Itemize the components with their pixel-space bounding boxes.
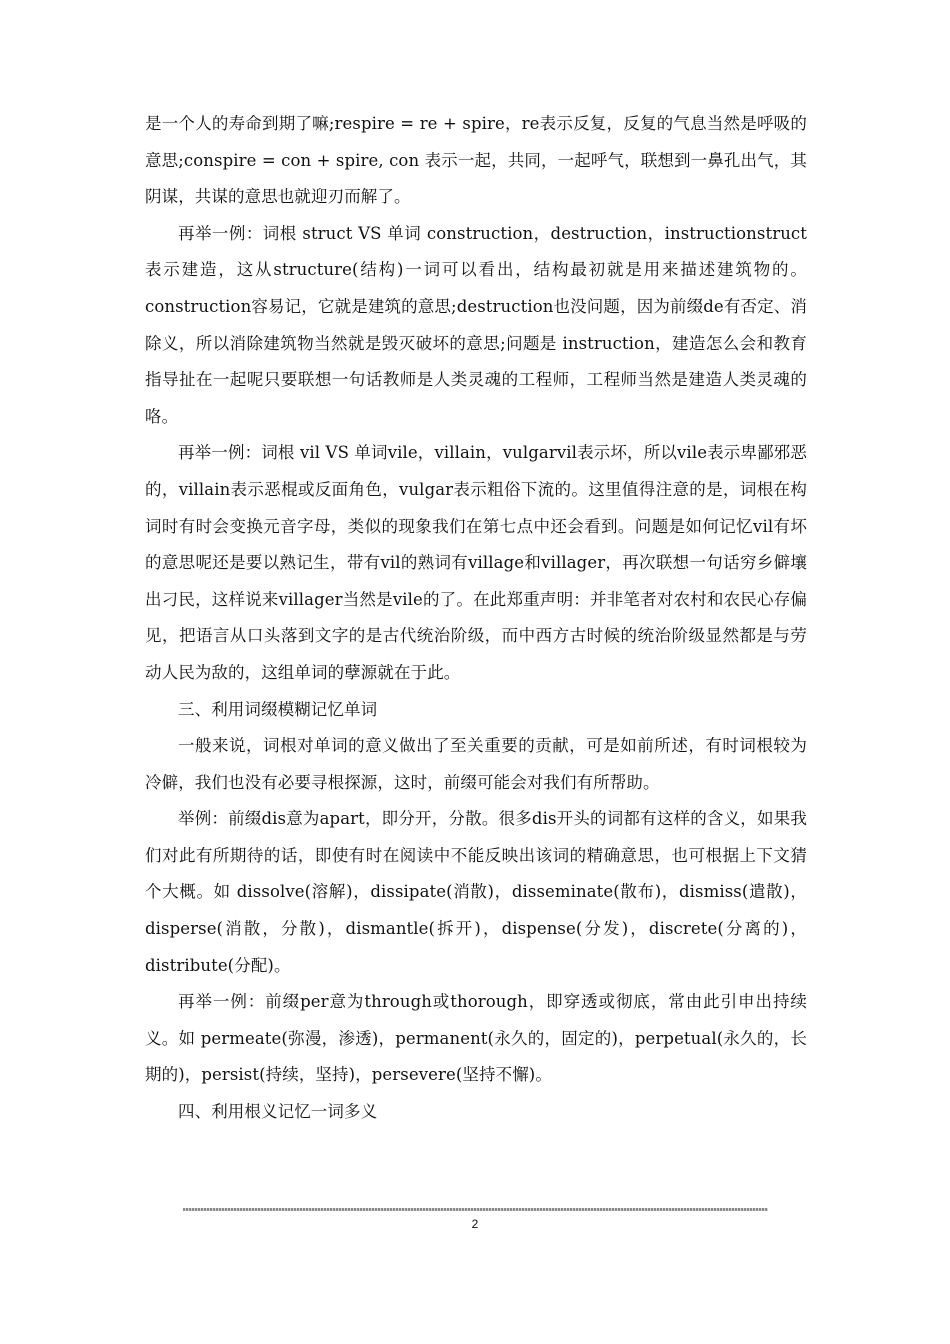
paragraph-6: 再举一例：前缀per意为through或thorough，即穿透或彻底，常由此引申出持续义。如 permeate(弥漫，渗透)，permanent(永久的，固定的)，perpetual(永久的，长期的)，persist(持续，坚持)，persevere(坚持不懈)。 xyxy=(145,992,807,1085)
section-heading-4: 四、利用根义记忆一词多义 xyxy=(178,1102,378,1122)
page-number: 2 xyxy=(471,1217,479,1231)
paragraph-1: 是一个人的寿命到期了嘛;respire = re + spire，re表示反复，反复的气息当然是呼吸的意思;conspire = con + spire, con 表示一起，共同，一起呼气，联想到一鼻孔出气，其阴谋，共谋的意思也就迎刃而解了。 xyxy=(145,114,807,207)
body-text xyxy=(145,106,807,1131)
paragraph-2: 再举一例：词根 struct VS 单词 construction，destruction，instructionstruct表示建造，这从structure(结构)一词可以看出，结构最初就是用来描述建筑物的。construction容易记，它就是建筑的意思;destruction也没问题，因为前缀de有否定、消除义，所以消除建筑物当然就是毁灭破坏的意思;问题是 instruction，建造怎么会和教育指导扯在一起呢只要联想一句话教师是人类灵魂的工程师，工程师当然是建造人类灵魂的咯。 xyxy=(145,223,807,426)
paragraph-5: 举例：前缀dis意为apart，即分开，分散。很多dis开头的词都有这样的含义，如果我们对此有所期待的话，即使有时在阅读中不能反映出该词的精确意思，也可根据上下文猜个大概。如 dissolve(溶解)，dissipate(消散)，disseminate(散布)，dismiss(遣散)，disperse(消散，分散)，dismantle(拆开)，dispense(分发)，discrete(分离的)，distribute(分配)。 xyxy=(145,809,807,975)
section-heading-3: 三、利用词缀模糊记忆单词 xyxy=(178,699,378,719)
paragraph-3: 再举一例：词根 vil VS 单词vile，villain，vulgarvil表示坏，所以vile表示卑鄙邪恶的，villain表示恶棍或反面角色，vulgar表示粗俗下流的。这里值得注意的是，词根在构词时有时会变换元音字母，类似的现象我们在第七点中还会看到。问题是如何记忆vil有坏的意思呢还是要以熟记生，带有vil的熟词有village和villager，再次联想一句话穷乡僻壤出刁民，这样说来villager当然是vile的了。在此郑重声明：并非笔者对农村和农民心存偏见，把语言从口头落到文字的是古代统治阶级，而中西方古时候的统治阶级显然都是与劳动人民为敌的，这组单词的孽源就在于此。 xyxy=(145,443,807,682)
footer-divider xyxy=(183,1208,768,1211)
paragraph-4: 一般来说，词根对单词的意义做出了至关重要的贡献，可是如前所述，有时词根较为冷僻，我们也没有必要寻根探源，这时，前缀可能会对我们有所帮助。 xyxy=(145,736,807,792)
